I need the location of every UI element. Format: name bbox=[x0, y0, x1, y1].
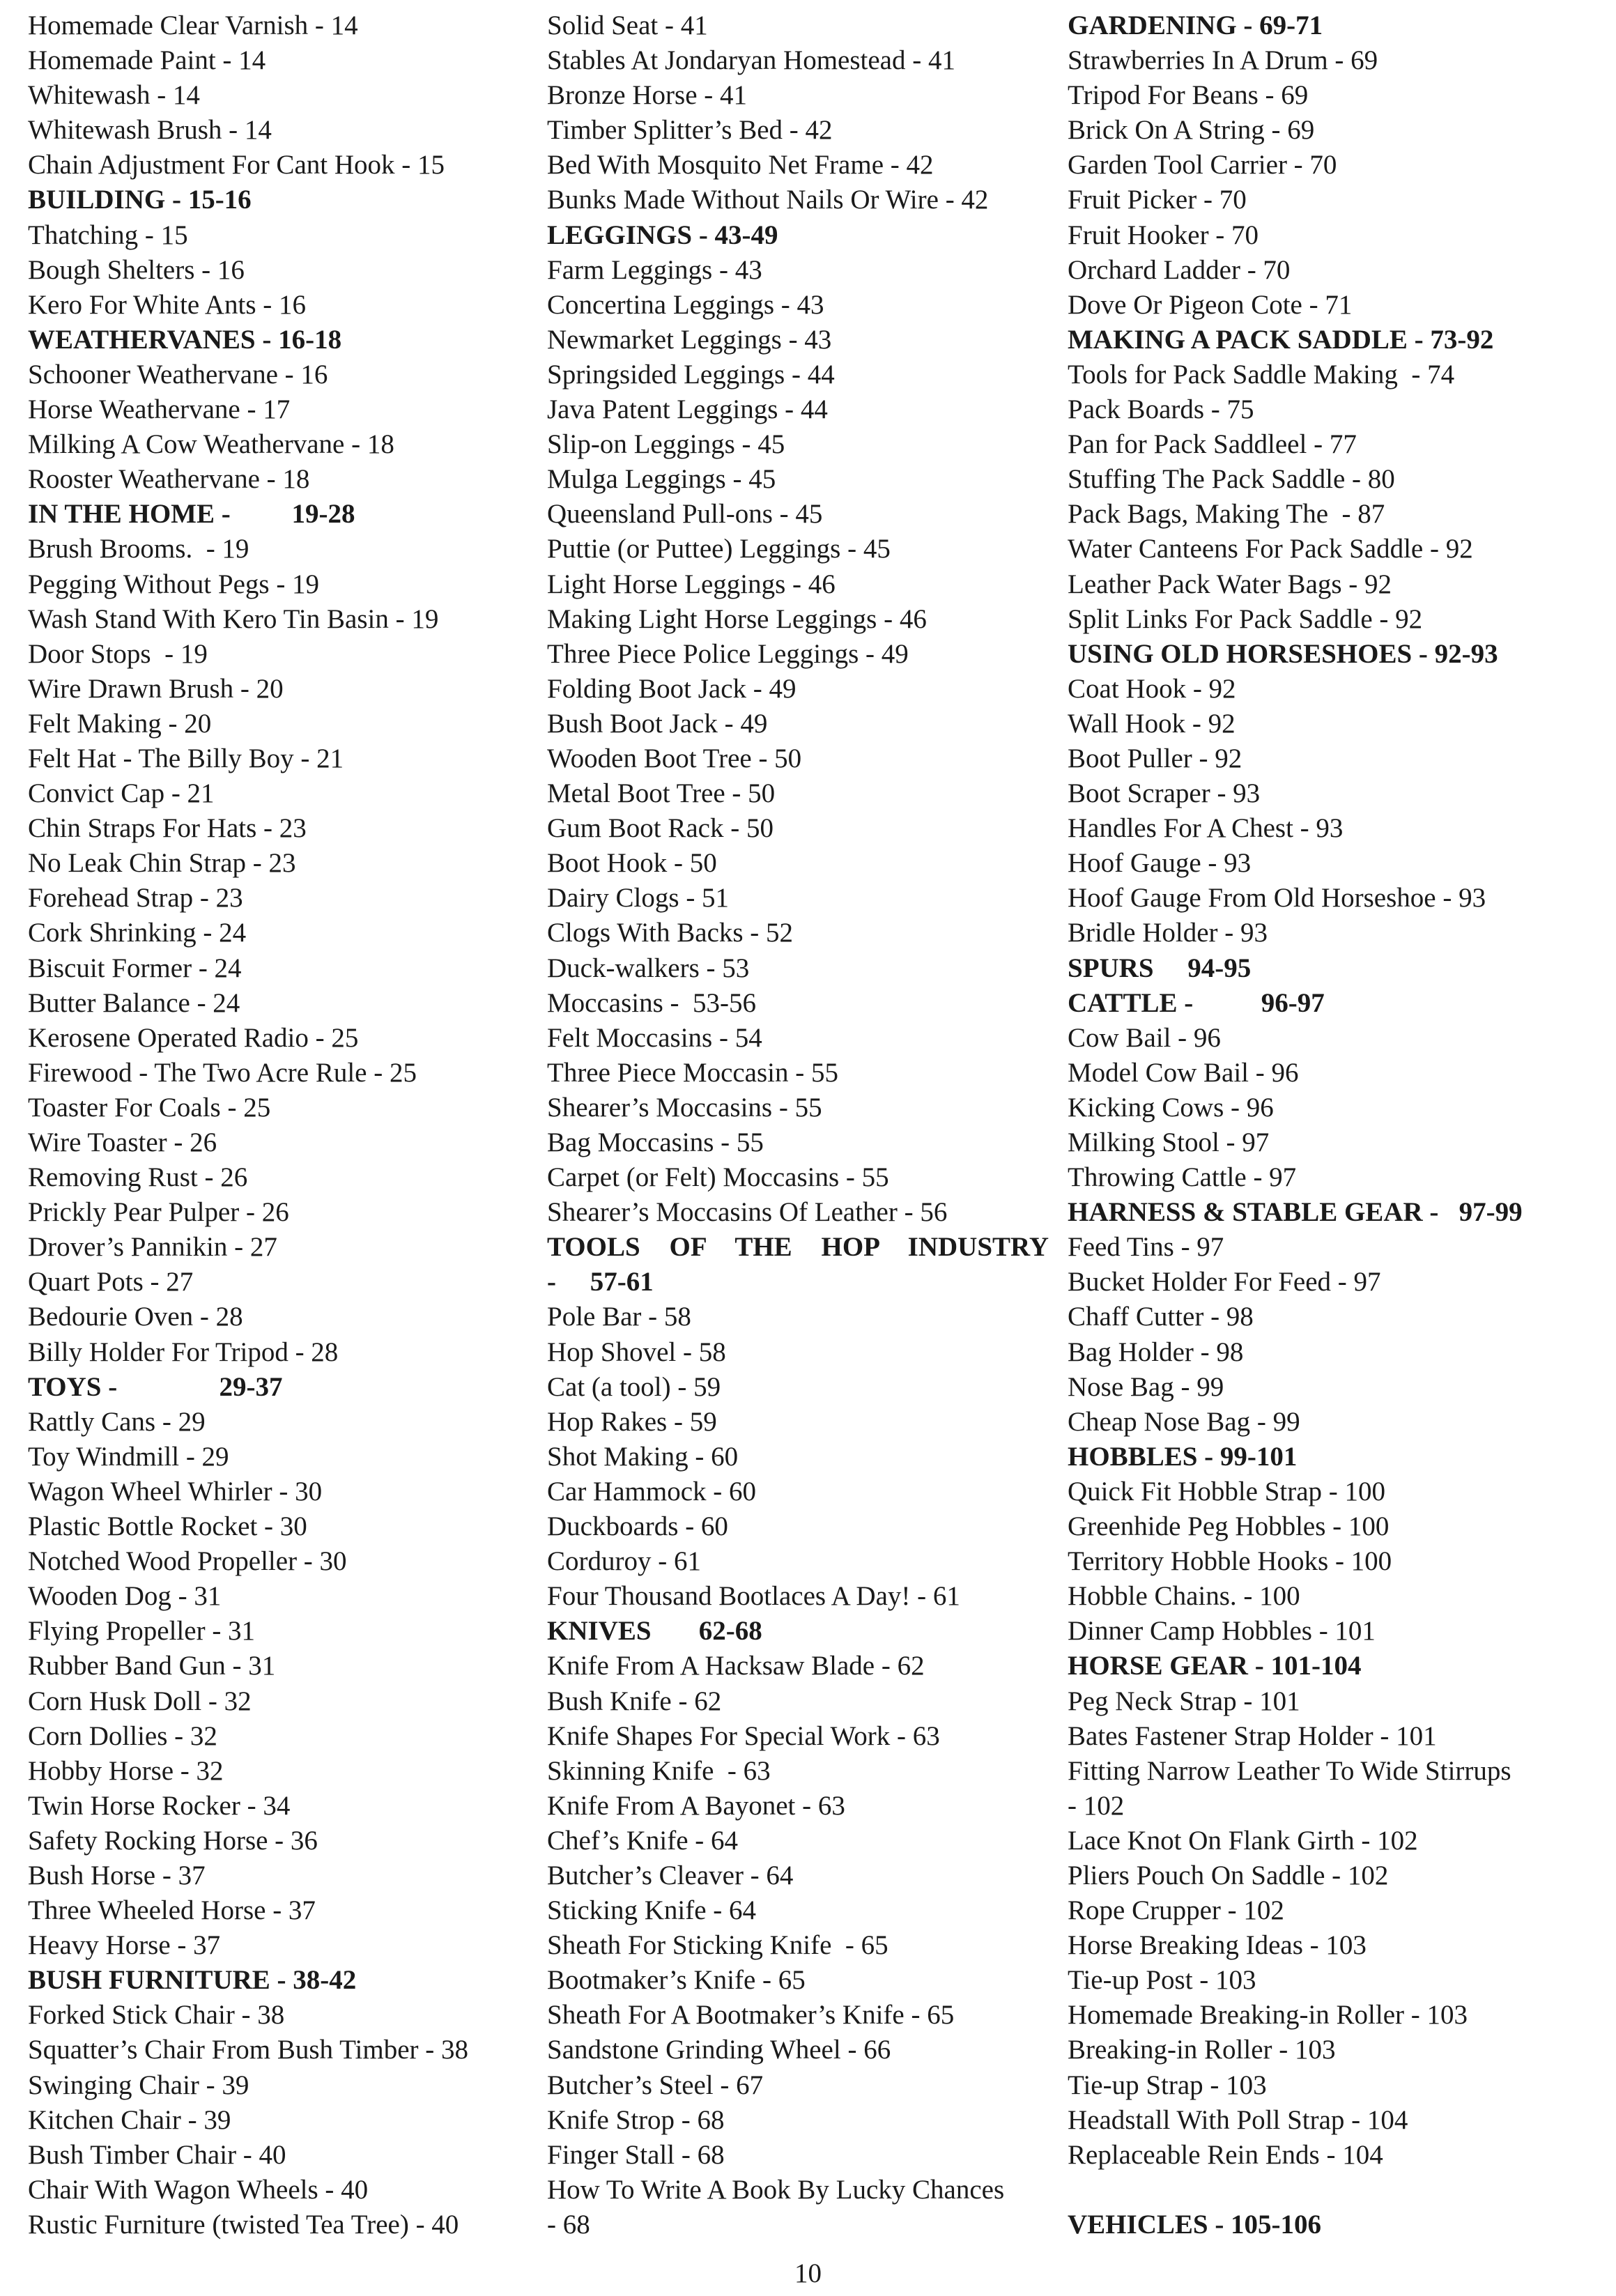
index-entry: Rustic Furniture (twisted Tea Tree) - 40 bbox=[28, 2209, 459, 2240]
index-entry: Nose Bag - 99 bbox=[1068, 1371, 1224, 1402]
index-entry: Folding Boot Jack - 49 bbox=[547, 673, 797, 704]
index-entry: Shearer’s Moccasins - 55 bbox=[547, 1092, 822, 1123]
section-heading: MAKING A PACK SADDLE - 73-92 bbox=[1068, 324, 1494, 355]
index-entry: Thatching - 15 bbox=[28, 219, 188, 250]
index-entry: Hop Shovel - 58 bbox=[547, 1336, 726, 1367]
index-column-3 bbox=[1068, 8, 1569, 2242]
index-entry: Cork Shrinking - 24 bbox=[28, 918, 247, 948]
index-entry: Felt Moccasins - 54 bbox=[547, 1022, 762, 1053]
index-entry: Pliers Pouch On Saddle - 102 bbox=[1068, 1860, 1389, 1890]
index-entry: Forked Stick Chair - 38 bbox=[28, 2000, 285, 2031]
index-entry: Boot Puller - 92 bbox=[1068, 743, 1242, 773]
section-heading: BUSH FURNITURE - 38-42 bbox=[28, 1965, 357, 1996]
index-entry: Bucket Holder For Feed - 97 bbox=[1068, 1267, 1381, 1297]
index-entry: Slip-on Leggings - 45 bbox=[547, 429, 785, 460]
index-entry: Safety Rocking Horse - 36 bbox=[28, 1825, 318, 1856]
index-entry: Felt Hat - The Billy Boy - 21 bbox=[28, 743, 344, 773]
index-entry: Pack Bags, Making The - 87 bbox=[1068, 499, 1385, 530]
page-number: 10 bbox=[794, 2258, 822, 2288]
index-entry: Whitewash - 14 bbox=[28, 80, 200, 111]
index-entry: Headstall With Poll Strap - 104 bbox=[1068, 2104, 1408, 2135]
index-column-2 bbox=[547, 8, 1049, 2242]
index-entry: Wash Stand With Kero Tin Basin - 19 bbox=[28, 603, 439, 634]
index-entry: Wall Hook - 92 bbox=[1068, 708, 1236, 739]
index-entry: Pan for Pack Saddleel - 77 bbox=[1068, 429, 1357, 460]
index-entry: Schooner Weathervane - 16 bbox=[28, 359, 328, 390]
index-entry: Dinner Camp Hobbles - 101 bbox=[1068, 1616, 1376, 1647]
index-entry: Sheath For A Bootmaker’s Knife - 65 bbox=[547, 2000, 955, 2031]
index-entry: Leather Pack Water Bags - 92 bbox=[1068, 569, 1392, 599]
section-heading: WEATHERVANES - 16-18 bbox=[28, 324, 342, 355]
section-heading: BUILDING - 15-16 bbox=[28, 185, 252, 215]
index-entry: Horse Breaking Ideas - 103 bbox=[1068, 1930, 1367, 1961]
index-entry: Rooster Weathervane - 18 bbox=[28, 464, 310, 495]
index-entry: Timber Splitter’s Bed - 42 bbox=[547, 115, 833, 146]
section-heading: TOOLS OF THE HOP INDUSTRY bbox=[547, 1232, 1049, 1263]
index-entry: Bed With Mosquito Net Frame - 42 bbox=[547, 150, 934, 180]
index-entry: Light Horse Leggings - 46 bbox=[547, 569, 836, 599]
index-entry: Squatter’s Chair From Bush Timber - 38 bbox=[28, 2035, 468, 2065]
index-entry: Dairy Clogs - 51 bbox=[547, 883, 730, 914]
index-entry: Bush Timber Chair - 40 bbox=[28, 2139, 286, 2170]
index-entry: Clogs With Backs - 52 bbox=[547, 918, 794, 948]
section-heading: IN THE HOME - 19-28 bbox=[28, 499, 355, 530]
index-entry: Twin Horse Rocker - 34 bbox=[28, 1790, 291, 1821]
index-entry: Duckboards - 60 bbox=[547, 1511, 728, 1542]
index-entry: Wire Toaster - 26 bbox=[28, 1127, 217, 1157]
index-entry: Knife From A Hacksaw Blade - 62 bbox=[547, 1651, 925, 1681]
index-entry: Heavy Horse - 37 bbox=[28, 1930, 221, 1961]
index-entry: Door Stops - 19 bbox=[28, 638, 208, 669]
index-entry: Homemade Breaking-in Roller - 103 bbox=[1068, 2000, 1468, 2031]
index-entry: Carpet (or Felt) Moccasins - 55 bbox=[547, 1162, 889, 1193]
index-entry: Forehead Strap - 23 bbox=[28, 883, 243, 914]
index-entry: Bag Holder - 98 bbox=[1068, 1336, 1244, 1367]
index-entry: Kero For White Ants - 16 bbox=[28, 289, 306, 320]
section-heading: KNIVES 62-68 bbox=[547, 1616, 762, 1647]
index-entry: Firewood - The Two Acre Rule - 25 bbox=[28, 1057, 417, 1088]
index-entry: Tripod For Beans - 69 bbox=[1068, 80, 1309, 111]
index-entry: Tie-up Strap - 103 bbox=[1068, 2070, 1267, 2100]
index-entry: Newmarket Leggings - 43 bbox=[547, 324, 832, 355]
index-entry: Java Patent Leggings - 44 bbox=[547, 394, 828, 425]
index-entry: Shot Making - 60 bbox=[547, 1441, 739, 1472]
index-entry: Butcher’s Cleaver - 64 bbox=[547, 1860, 794, 1890]
index-entry: Horse Weathervane - 17 bbox=[28, 394, 291, 425]
index-entry: Three Piece Moccasin - 55 bbox=[547, 1057, 838, 1088]
index-entry: Puttie (or Puttee) Leggings - 45 bbox=[547, 534, 891, 564]
index-entry: Milking Stool - 97 bbox=[1068, 1127, 1270, 1157]
index-entry: Concertina Leggings - 43 bbox=[547, 289, 824, 320]
index-entry: Fruit Hooker - 70 bbox=[1068, 219, 1259, 250]
index-entry: Tie-up Post - 103 bbox=[1068, 1965, 1256, 1996]
index-entry: Biscuit Former - 24 bbox=[28, 953, 242, 983]
index-entry: Sheath For Sticking Knife - 65 bbox=[547, 1930, 888, 1961]
index-entry: Bush Boot Jack - 49 bbox=[547, 708, 768, 739]
index-entry: Metal Boot Tree - 50 bbox=[547, 778, 776, 809]
index-entry: Boot Hook - 50 bbox=[547, 848, 717, 879]
section-heading: USING OLD HORSESHOES - 92-93 bbox=[1068, 638, 1498, 669]
index-entry: Pegging Without Pegs - 19 bbox=[28, 569, 320, 599]
index-entry: Knife Strop - 68 bbox=[547, 2104, 725, 2135]
index-entry: Three Piece Police Leggings - 49 bbox=[547, 638, 909, 669]
index-entry: No Leak Chin Strap - 23 bbox=[28, 848, 296, 879]
index-entry: Milking A Cow Weathervane - 18 bbox=[28, 429, 394, 460]
index-entry: Flying Propeller - 31 bbox=[28, 1616, 256, 1647]
section-heading: HARNESS & STABLE GEAR - 97-99 bbox=[1068, 1197, 1523, 1228]
index-entry: Bough Shelters - 16 bbox=[28, 254, 245, 285]
index-entry: Kicking Cows - 96 bbox=[1068, 1092, 1274, 1123]
section-heading: HOBBLES - 99-101 bbox=[1068, 1441, 1298, 1472]
index-entry: Car Hammock - 60 bbox=[547, 1476, 757, 1507]
index-entry: Lace Knot On Flank Girth - 102 bbox=[1068, 1825, 1418, 1856]
index-entry: Hobble Chains. - 100 bbox=[1068, 1581, 1300, 1612]
index-entry: - 68 bbox=[547, 2209, 590, 2240]
index-entry: Kerosene Operated Radio - 25 bbox=[28, 1022, 359, 1053]
index-entry: Springsided Leggings - 44 bbox=[547, 359, 835, 390]
index-entry: Orchard Ladder - 70 bbox=[1068, 254, 1291, 285]
index-entry: Pole Bar - 58 bbox=[547, 1302, 691, 1332]
index-entry: Chair With Wagon Wheels - 40 bbox=[28, 2174, 369, 2205]
index-entry: Hop Rakes - 59 bbox=[547, 1406, 717, 1437]
index-entry: Replaceable Rein Ends - 104 bbox=[1068, 2139, 1383, 2170]
index-entry: Solid Seat - 41 bbox=[547, 10, 708, 40]
index-entry: Plastic Bottle Rocket - 30 bbox=[28, 1511, 307, 1542]
index-entry: Peg Neck Strap - 101 bbox=[1068, 1686, 1300, 1716]
index-entry: Hoof Gauge - 93 bbox=[1068, 848, 1252, 879]
index-entry: Garden Tool Carrier - 70 bbox=[1068, 150, 1337, 180]
section-heading: GARDENING - 69-71 bbox=[1068, 10, 1323, 40]
index-entry: Farm Leggings - 43 bbox=[547, 254, 762, 285]
index-entry: Toaster For Coals - 25 bbox=[28, 1092, 271, 1123]
index-column-1 bbox=[28, 8, 530, 2242]
index-entry: Wooden Dog - 31 bbox=[28, 1581, 222, 1612]
index-entry: Queensland Pull-ons - 45 bbox=[547, 499, 823, 530]
blank-line bbox=[1068, 2173, 1569, 2208]
index-entry: Quick Fit Hobble Strap - 100 bbox=[1068, 1476, 1386, 1507]
index-entry: Shearer’s Moccasins Of Leather - 56 bbox=[547, 1197, 948, 1228]
index-entry: Swinging Chair - 39 bbox=[28, 2070, 249, 2100]
index-entry: Hoof Gauge From Old Horseshoe - 93 bbox=[1068, 883, 1486, 914]
index-entry: Coat Hook - 92 bbox=[1068, 673, 1236, 704]
index-entry: Gum Boot Rack - 50 bbox=[547, 813, 774, 844]
index-entry: Hobby Horse - 32 bbox=[28, 1755, 224, 1786]
index-entry: Sticking Knife - 64 bbox=[547, 1895, 757, 1926]
index-entry: Butter Balance - 24 bbox=[28, 987, 240, 1018]
index-entry: Cheap Nose Bag - 99 bbox=[1068, 1406, 1300, 1437]
index-entry: Brush Brooms. - 19 bbox=[28, 534, 249, 564]
index-entry: Fitting Narrow Leather To Wide Stirrups bbox=[1068, 1755, 1511, 1786]
index-entry: Dove Or Pigeon Cote - 71 bbox=[1068, 289, 1353, 320]
index-entry: Bates Fastener Strap Holder - 101 bbox=[1068, 1720, 1437, 1751]
index-entry: Removing Rust - 26 bbox=[28, 1162, 248, 1193]
index-entry: Strawberries In A Drum - 69 bbox=[1068, 45, 1378, 76]
index-entry: Bag Moccasins - 55 bbox=[547, 1127, 764, 1157]
index-entry: Bedourie Oven - 28 bbox=[28, 1302, 243, 1332]
index-entry: Model Cow Bail - 96 bbox=[1068, 1057, 1299, 1088]
index-entry: Bootmaker’s Knife - 65 bbox=[547, 1965, 806, 1996]
index-entry: Toy Windmill - 29 bbox=[28, 1441, 229, 1472]
index-entry: Three Wheeled Horse - 37 bbox=[28, 1895, 316, 1926]
index-entry: Moccasins - 53-56 bbox=[547, 987, 757, 1018]
index-entry: Notched Wood Propeller - 30 bbox=[28, 1546, 347, 1577]
index-entry: Skinning Knife - 63 bbox=[547, 1755, 771, 1786]
section-heading: CATTLE - 96-97 bbox=[1068, 987, 1325, 1018]
index-entry: Corn Husk Doll - 32 bbox=[28, 1686, 252, 1716]
index-entry: Wagon Wheel Whirler - 30 bbox=[28, 1476, 323, 1507]
index-entry: Split Links For Pack Saddle - 92 bbox=[1068, 603, 1423, 634]
index-entry: Sandstone Grinding Wheel - 66 bbox=[547, 2035, 891, 2065]
index-entry: Kitchen Chair - 39 bbox=[28, 2104, 231, 2135]
index-entry: Felt Making - 20 bbox=[28, 708, 212, 739]
index-entry: Water Canteens For Pack Saddle - 92 bbox=[1068, 534, 1473, 564]
index-entry: Cow Bail - 96 bbox=[1068, 1022, 1221, 1053]
index-entry: Butcher’s Steel - 67 bbox=[547, 2070, 764, 2100]
index-entry: Throwing Cattle - 97 bbox=[1068, 1162, 1297, 1193]
index-entry: Pack Boards - 75 bbox=[1068, 394, 1254, 425]
index-entry: Rattly Cans - 29 bbox=[28, 1406, 206, 1437]
index-entry: Bronze Horse - 41 bbox=[547, 80, 747, 111]
index-entry: Quart Pots - 27 bbox=[28, 1267, 194, 1297]
index-entry: Fruit Picker - 70 bbox=[1068, 185, 1247, 215]
index-entry: Corn Dollies - 32 bbox=[28, 1720, 217, 1751]
index-entry: Bush Knife - 62 bbox=[547, 1686, 722, 1716]
index-entry: Handles For A Chest - 93 bbox=[1068, 813, 1344, 844]
section-heading: LEGGINGS - 43-49 bbox=[547, 219, 778, 250]
section-heading: TOYS - 29-37 bbox=[28, 1371, 283, 1402]
index-entry: Territory Hobble Hooks - 100 bbox=[1068, 1546, 1392, 1577]
index-entry: Chin Straps For Hats - 23 bbox=[28, 813, 307, 844]
index-entry: Finger Stall - 68 bbox=[547, 2139, 725, 2170]
index-entry: Cat (a tool) - 59 bbox=[547, 1371, 721, 1402]
index-entry: Bush Horse - 37 bbox=[28, 1860, 206, 1890]
index-entry: Knife From A Bayonet - 63 bbox=[547, 1790, 845, 1821]
index-entry: Convict Cap - 21 bbox=[28, 778, 215, 809]
index-entry: Drover’s Pannikin - 27 bbox=[28, 1232, 277, 1263]
index-entry: Mulga Leggings - 45 bbox=[547, 464, 776, 495]
index-entry: Duck-walkers - 53 bbox=[547, 953, 750, 983]
index-entry: Boot Scraper - 93 bbox=[1068, 778, 1261, 809]
index-entry: Greenhide Peg Hobbles - 100 bbox=[1068, 1511, 1390, 1542]
index-entry: Breaking-in Roller - 103 bbox=[1068, 2035, 1336, 2065]
index-entry: Feed Tins - 97 bbox=[1068, 1232, 1224, 1263]
index-entry: Wooden Boot Tree - 50 bbox=[547, 743, 802, 773]
index-entry: Knife Shapes For Special Work - 63 bbox=[547, 1720, 940, 1751]
index-entry: Chaff Cutter - 98 bbox=[1068, 1302, 1254, 1332]
index-entry: - 102 bbox=[1068, 1790, 1125, 1821]
index-entry: Prickly Pear Pulper - 26 bbox=[28, 1197, 289, 1228]
section-heading: VEHICLES - 105-106 bbox=[1068, 2209, 1322, 2240]
index-entry: Billy Holder For Tripod - 28 bbox=[28, 1336, 339, 1367]
index-entry: How To Write A Book By Lucky Chances bbox=[547, 2174, 1005, 2205]
index-entry: Wire Drawn Brush - 20 bbox=[28, 673, 284, 704]
section-heading: HORSE GEAR - 101-104 bbox=[1068, 1651, 1362, 1681]
index-entry: Homemade Clear Varnish - 14 bbox=[28, 10, 358, 40]
index-entry: Whitewash Brush - 14 bbox=[28, 115, 272, 146]
index-entry: Bridle Holder - 93 bbox=[1068, 918, 1268, 948]
section-heading: - 57-61 bbox=[547, 1267, 654, 1297]
index-entry: Tools for Pack Saddle Making - 74 bbox=[1068, 359, 1455, 390]
index-entry: Homemade Paint - 14 bbox=[28, 45, 266, 76]
index-entry: Stuffing The Pack Saddle - 80 bbox=[1068, 464, 1395, 495]
index-entry: Rope Crupper - 102 bbox=[1068, 1895, 1284, 1926]
index-entry: Four Thousand Bootlaces A Day! - 61 bbox=[547, 1581, 960, 1612]
index-entry: Corduroy - 61 bbox=[547, 1546, 701, 1577]
index-entry: Bunks Made Without Nails Or Wire - 42 bbox=[547, 185, 989, 215]
index-entry: Stables At Jondaryan Homestead - 41 bbox=[547, 45, 955, 76]
index-entry: Rubber Band Gun - 31 bbox=[28, 1651, 276, 1681]
index-entry: Chef’s Knife - 64 bbox=[547, 1825, 739, 1856]
section-heading: SPURS 94-95 bbox=[1068, 953, 1252, 983]
index-entry: Making Light Horse Leggings - 46 bbox=[547, 603, 927, 634]
index-entry: Brick On A String - 69 bbox=[1068, 115, 1315, 146]
index-entry: Chain Adjustment For Cant Hook - 15 bbox=[28, 150, 445, 180]
